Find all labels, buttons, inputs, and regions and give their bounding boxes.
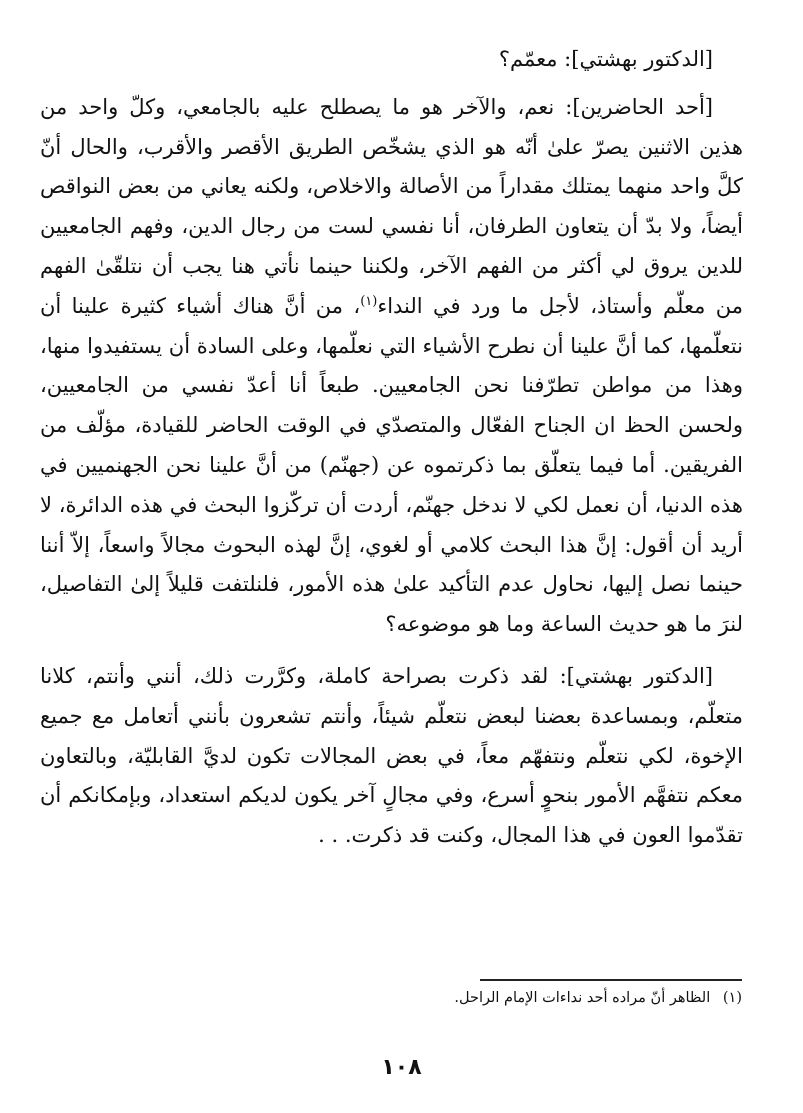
paragraph-3-text: [الدكتور بهشتي]: لقد ذكرت بصراحة كاملة، وكرَّرت ذلك، أنني وأنتم، كلانا متعلّم، وبمساعدة بعضنا لبعض نتعلّم شيئاً، وأنتم تشعرون بأنني أتعامل مع جميع الإخوة، لكي نتعلّم ونتفهّم معاً، في بعض المجالات تكون لديَّ القابليّة، وبالتعاون معكم نتفهَّم الأمور بنحوٍ أسرع، وفي مجالٍ آخر يكون لديكم استعداد، وبإمكانكم أن تقدّموا العون في هذا المجال، وكنت قد ذكرت. . . bbox=[40, 663, 743, 848]
paragraph-2-text-after-note: ، من أنَّ هناك أشياء كثيرة علينا أن نتعلّمها، كما أنَّ علينا أن نطرح الأشياء التي نعلّمها، وعلى السادة أن يستفيدوا منها، وهذا من مواطن تطرّفنا نحن الجامعيين. طبعاً أنا أعدّ نفسي من الجامعيين، ولحسن الحظ ان الجناح الفعّال والمتصدّي في الوقت الحاضر للقيادة، مؤلّف من الفريقين. أما فيما يتعلّق بما ذكرتموه عن (جهنّم) من أنَّ علينا نحن الجهنميين في هذه الدنيا، أن نعمل لكي لا ندخل جهنّم، أردت أن تركّزوا البحث في هذه الدائرة، لا أريد أن أقول: إنَّ هذا البحث كلامي أو لغوي، إنَّ لهذه البحوث مجالاً واسعاً، إلاّ أننا حينما نصل إليها، نحاول عدم التأكيد علىٰ هذه الأمور، فلنلتفت قليلاً إلىٰ التفاصيل، لنرَ ما هو حديث الساعة وما هو موضوعه؟ bbox=[40, 293, 743, 637]
paragraph-1 bbox=[40, 40, 743, 80]
paragraph-2 bbox=[40, 88, 743, 645]
paragraph-1-text: [الدكتور بهشتي]: معمّم؟ bbox=[498, 47, 713, 71]
footnote-marker: (١) bbox=[722, 990, 742, 1006]
paragraph-2-text-before-note: [أحد الحاضرين]: نعم، والآخر هو ما يصطلح عليه بالجامعي، وكلّ واحد من هذين الاثنين يصرّ علىٰ أنّه هو الذي يشخّص الطريق الأقصر والأقرب، والحال أنّ كلَّ واحد منهما يمتلك مقداراً من الأصالة والاخلاص، ولكنه يعاني من بعض النواقص أيضاً، ولا بدّ أن يتعاون الطرفان، أنا نفسي لست من رجال الدين، وفهم الجامعيين للدين يروق لي أكثر من الفهم الآخر، ولكننا حينما نأتي هنا يجب أن نتلقّىٰ الفهم من معلّم وأستاذ، لأجل ما ورد في النداء bbox=[40, 94, 743, 318]
page-number: ١٠٨ bbox=[381, 1055, 422, 1080]
footnote-separator-line bbox=[480, 979, 742, 981]
footnote bbox=[40, 987, 742, 1009]
footnote-text: الظاهر أنّ مراده أحد نداءات الإمام الراحل. bbox=[454, 990, 711, 1006]
footnote-reference-marker: (١) bbox=[360, 293, 378, 309]
paragraph-3 bbox=[40, 657, 743, 856]
main-text bbox=[40, 40, 743, 868]
